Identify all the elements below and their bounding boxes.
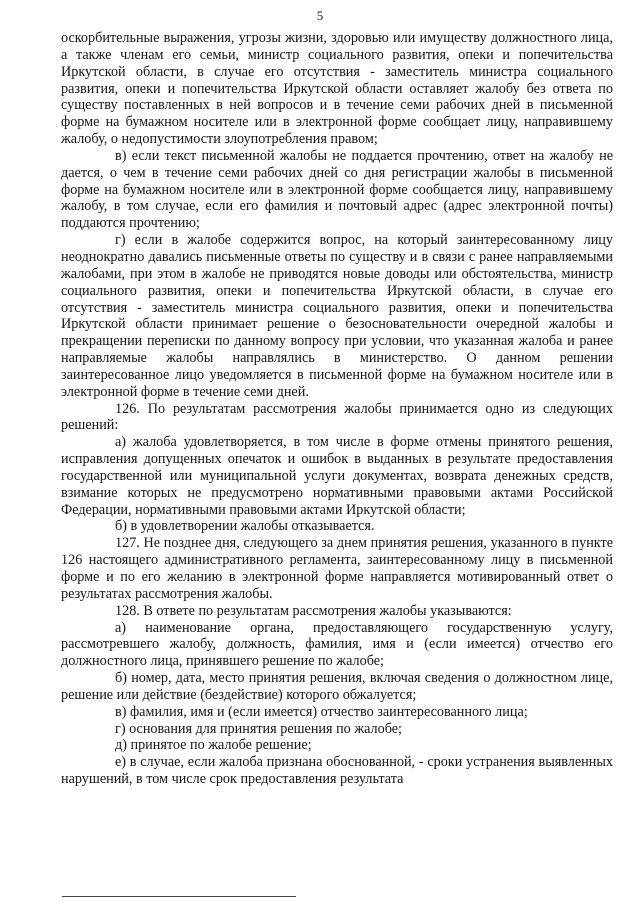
paragraph-128-e: е) в случае, если жалоба признана обоснованной, - сроки устранения выявленных нарушений, в том числе срок предоставления результата <box>61 754 613 788</box>
paragraph-127: 127. Не позднее дня, следующего за днем принятия решения, указанного в пункте 126 настоящего административного регламента, заинтересованному лицу в письменной форме и по его желанию в электронной форме направляется мотивированный ответ о результатах рассмотрения жалобы. <box>61 535 613 602</box>
paragraph-128-d: д) принятое по жалобе решение; <box>115 737 312 754</box>
paragraph-item-g: г) если в жалобе содержится вопрос, на который заинтересованному лицу неоднократно давались письменные ответы по существу и в связи с ранее направляемыми жалобами, при этом в жалобе не приводятся новые доводы или обстоятельства, министр социального развития, опеки и попечительства Иркутской области, в случае его отсутствия - заместитель министра социального развития, опеки и попечительства Иркутской области принимает решение о безосновательности очередной жалобы и прекращении переписки по данному вопросу при условии, что указанная жалоба и ранее направляемые жалобы направлялись в министерство. О данном решении заинтересованное лицо уведомляется в письменной форме на бумажном носителе или в электронной форме в течение семи дней. <box>61 232 613 400</box>
paragraph-126: 126. По результатам рассмотрения жалобы принимается одно из следующих решений: <box>61 400 613 434</box>
document-body <box>61 30 613 788</box>
paragraph-126-b: б) в удовлетворении жалобы отказывается. <box>115 518 375 535</box>
footnote-separator-line <box>62 896 296 897</box>
paragraph-128: 128. В ответе по результатам рассмотрения жалобы указываются: <box>115 602 512 619</box>
paragraph-128-a: а) наименование органа, предоставляющего государственную услугу, рассмотревшего жалобу, должность, фамилия, имя и (если имеется) отчество его должностного лица, принявшего решение по жалобе; <box>61 619 613 670</box>
paragraph-128-g: г) основания для принятия решения по жалобе; <box>115 720 402 737</box>
paragraph-continuation: оскорбительные выражения, угрозы жизни, здоровью или имуществу должностного лица, а также членам его семьи, министр социального развития, опеки и попечительства Иркутской области, в случае его отсутствия - заместитель министра социального развития, опеки и попечительства Иркутской области оставляет жалобу без ответа по существу поставленных в ней вопросов и в течение семи рабочих дней в письменной форме на бумажном носителе или в электронной форме сообщает лицу, направившему жалобу, о недопустимости злоупотребления правом; <box>61 30 613 148</box>
paragraph-126-a: а) жалоба удовлетворяется, в том числе в форме отмены принятого решения, исправления допущенных опечаток и ошибок в выданных в результате предоставления государственной или муниципальной услуги документах, возврата денежных средств, взимание которых не предусмотрено нормативными правовыми актами Российской Федерации, нормативными правовыми актами Иркутской области; <box>61 434 613 518</box>
page-number: 5 <box>316 8 324 23</box>
paragraph-128-v: в) фамилия, имя и (если имеется) отчество заинтересованного лица; <box>115 703 528 720</box>
paragraph-128-b: б) номер, дата, место принятия решения, включая сведения о должностном лице, решение или действие (бездействие) которого обжалуется; <box>61 670 613 703</box>
paragraph-item-v: в) если текст письменной жалобы не поддается прочтению, ответ на жалобу не дается, о чем в течение семи рабочих дней со дня регистрации жалобы в письменной форме на бумажном носителе или в электронной форме сообщается лицу, направившему жалобу, в том случае, если его фамилия и почтовый адрес (адрес электронной почты) поддаются прочтению; <box>61 147 613 232</box>
